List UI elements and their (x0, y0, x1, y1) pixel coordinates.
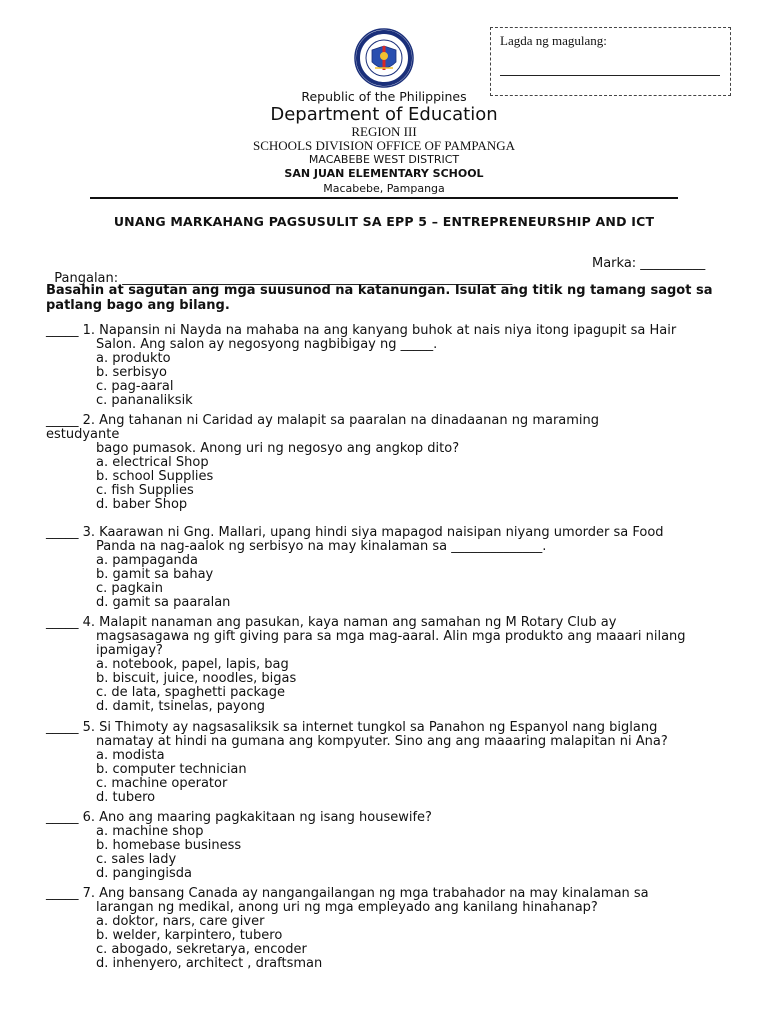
question-6-option-c: c. sales lady (96, 852, 177, 867)
question-2-option-d: d. baber Shop (96, 497, 188, 512)
question-2-option-c: c. fish Supplies (96, 483, 194, 498)
school-location: Macabebe, Pampanga (323, 182, 445, 195)
question-6 (46, 811, 432, 881)
question-1-text: _____ 1. Napansin ni Nayda na mahaba na ang kanyang buhok at nais niya itong ipagupit sa Hair (46, 323, 677, 338)
question-7-option-c: c. abogado, sekretarya, encoder (96, 942, 307, 957)
question-7-option-b: b. welder, karpintero, tubero (96, 928, 283, 943)
question-4-option-d: d. damit, tsinelas, payong (96, 699, 266, 714)
question-2 (46, 414, 599, 512)
parent-signature-label: Lagda ng magulang: (500, 33, 607, 48)
question-5-option-b: b. computer technician (96, 762, 247, 777)
question-1-option-c: c. pag-aaral (96, 379, 174, 394)
parent-signature-line[interactable] (500, 75, 720, 76)
question-1-option-b: b. serbisyo (96, 365, 167, 380)
question-6-option-d: d. pangingisda (96, 866, 192, 881)
district-line: MACABEBE WEST DISTRICT (308, 153, 460, 166)
header-divider (90, 197, 678, 199)
republic-line: Republic of the Philippines (301, 89, 467, 104)
question-7-text-cont: larangan ng medikal, anong uri ng mga empleyado ang kanilang hinahanap? (96, 900, 598, 915)
question-2-text-wrap: estudyante (46, 427, 120, 442)
question-2-text-cont: bago pumasok. Anong uri ng negosyo ang angkop dito? (96, 441, 460, 456)
department-title: Department of Education (270, 104, 498, 125)
question-2-option-b: b. school Supplies (96, 469, 214, 484)
question-3-option-a: a. pampaganda (96, 553, 199, 568)
question-7-option-d: d. inhenyero, architect , draftsman (96, 956, 323, 971)
question-7-text: _____ 7. Ang bansang Canada ay nangangailangan ng mga trabahador na may kinalaman sa (46, 886, 649, 901)
question-3-option-b: b. gamit sa bahay (96, 567, 214, 582)
question-5-option-d: d. tubero (96, 790, 156, 805)
question-2-option-a: a. electrical Shop (96, 455, 209, 470)
question-4-option-b: b. biscuit, juice, noodles, bigas (96, 671, 297, 686)
question-5-option-c: c. machine operator (96, 776, 228, 791)
question-3-text: _____ 3. Kaarawan ni Gng. Mallari, upang hindi siya mapagod naisipan niyang umorder sa Food (46, 525, 664, 540)
question-6-option-b: b. homebase business (96, 838, 242, 853)
name-field[interactable]: Pangalan: ____________________________________________________________ (54, 271, 513, 286)
question-6-option-a: a. machine shop (96, 824, 204, 839)
question-3-option-d: d. gamit sa paaralan (96, 595, 231, 610)
question-4-option-c: c. de lata, spaghetti package (96, 685, 286, 700)
question-3-text-cont: Panda na nag-aalok ng serbisyo na may kinalaman sa ______________. (96, 539, 547, 554)
question-1-option-d: c. pananaliksik (96, 393, 193, 408)
question-4 (46, 616, 686, 714)
instructions: Basahin at sagutan ang mga suusunod na katanungan. Isulat ang titik ng tamang sagot sa patlang bago ang bilang. (46, 283, 713, 313)
question-1 (46, 324, 676, 408)
question-4-option-a: a. notebook, papel, lapis, bag (96, 657, 289, 672)
question-7 (46, 887, 649, 971)
parent-signature-box (490, 27, 731, 96)
question-5-text-cont: namatay at hindi na gumana ang kompyuter. Sino ang ang maaaring malapitan ni Ana? (96, 734, 668, 749)
question-4-text: _____ 4. Malapit nanaman ang pasukan, kaya naman ang samahan ng M Rotary Club ay (46, 615, 617, 630)
question-7-option-a: a. doktor, nars, care giver (96, 914, 265, 929)
region-line: REGION III (351, 124, 417, 139)
question-1-option-a: a. produkto (96, 351, 171, 366)
question-5 (46, 721, 668, 805)
exam-title: UNANG MARKAHANG PAGSUSULIT SA EPP 5 – ENTREPRENEURSHIP AND ICT (113, 214, 655, 229)
score-field[interactable]: Marka: __________ (592, 256, 706, 271)
question-3 (46, 526, 664, 610)
division-line: SCHOOLS DIVISION OFFICE OF PAMPANGA (253, 138, 515, 153)
question-6-text: _____ 6. Ano ang maaring pagkakitaan ng isang housewife? (46, 810, 432, 825)
question-4-text-cont: magsasagawa ng gift giving para sa mga mag-aaral. Alin mga produkto ang maaari nilang (96, 629, 686, 644)
question-2-text: _____ 2. Ang tahanan ni Caridad ay malapit sa paaralan na dinadaanan ng maraming (46, 413, 600, 428)
question-5-option-a: a. modista (96, 748, 165, 763)
question-4-text-cont-2: ipamigay? (96, 643, 163, 658)
question-3-option-c: c. pagkain (96, 581, 163, 596)
question-5-text: _____ 5. Si Thimoty ay nagsasaliksik sa internet tungkol sa Panahon ng Espanyol nang biglang (46, 720, 658, 735)
question-1-text-cont: Salon. Ang salon ay negosyong nagbibigay ng _____. (96, 337, 438, 352)
school-name: SAN JUAN ELEMENTARY SCHOOL (284, 167, 484, 180)
deped-seal-logo (344, 28, 424, 88)
